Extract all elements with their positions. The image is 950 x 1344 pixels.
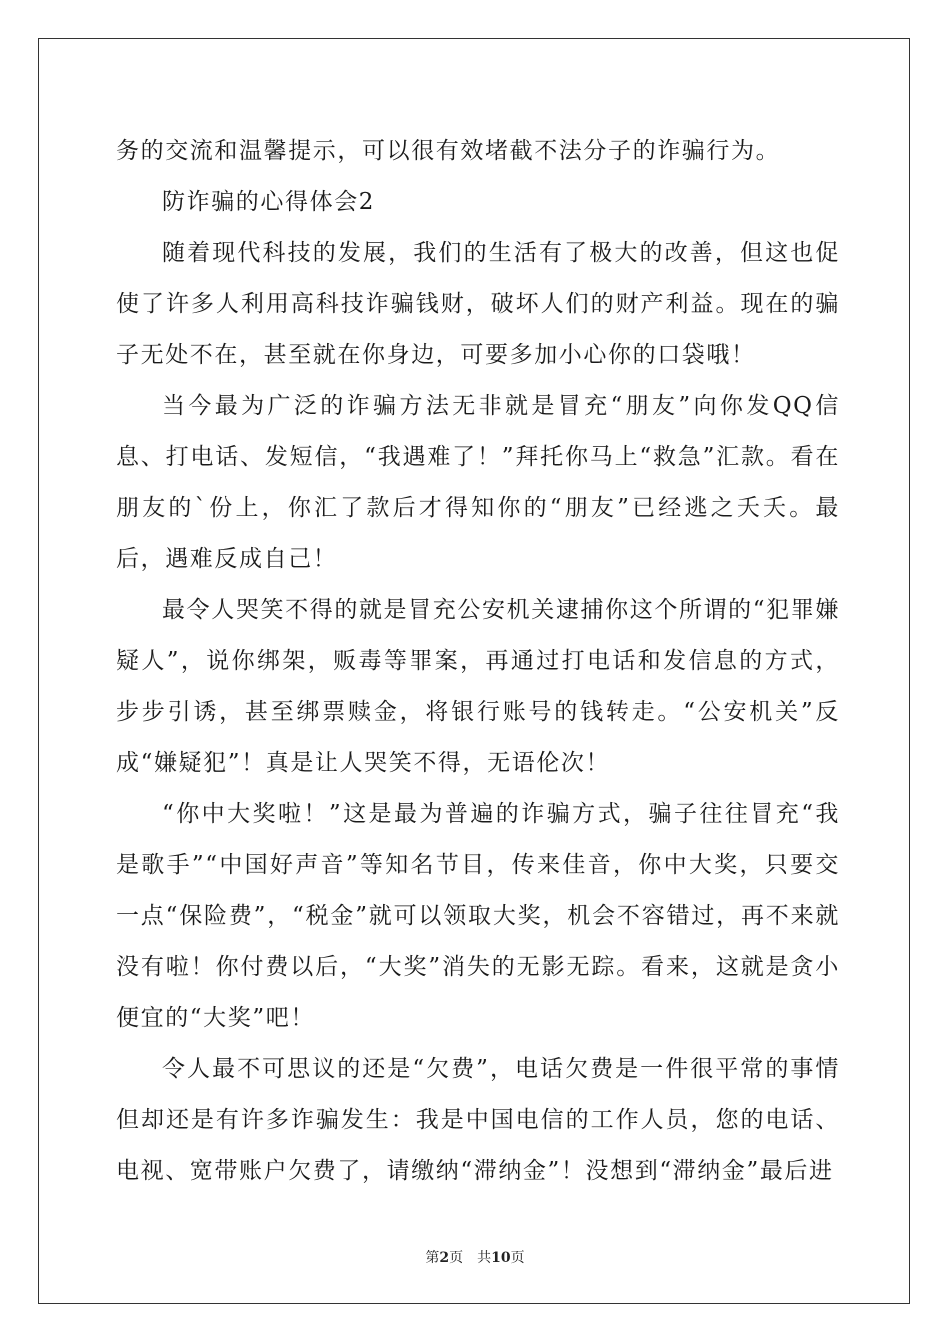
total-suffix: 页 [510,1250,525,1266]
page-indicator [425,1250,463,1266]
paragraph: 当今最为广泛的诈骗方法无非就是冒充“朋友”向你发QQ信息、打电话、发短信，“我遇难了！”拜托你马上“救急”汇款。看在朋友的`份上，你汇了款后才得知你的“朋友”已经逃之夭夭。最后，遇难反成自己！ [116,393,840,572]
paragraph: 最令人哭笑不得的就是冒充公安机关逮捕你这个所谓的“犯罪嫌疑人”，说你绑架，贩毒等罪案，再通过打电话和发信息的方式，步步引诱，甚至绑票赎金，将银行账号的钱转走。“公安机关”反成“嫌疑犯”！真是让人哭笑不得，无语伦次！ [116,597,840,776]
paragraph-continuation: 务的交流和温馨提示，可以很有效堵截不法分子的诈骗行为。 [116,138,781,164]
paragraph: “你中大奖啦！”这是最为普遍的诈骗方式，骗子往往冒充“我是歌手”“中国好声音”等知名节目，传来佳音，你中大奖，只要交一点“保险费”，“税金”就可以领取大奖，机会不容错过，再不来就没有啦！你付费以后，“大奖”消失的无影无踪。看来，这就是贪小便宜的“大奖”吧！ [116,801,840,1031]
section-heading: 防诈骗的心得体会2 [162,189,376,215]
page-number: 2 [439,1250,450,1266]
paragraph: 令人最不可思议的还是“欠费”，电话欠费是一件很平常的事情但却还是有许多诈骗发生：我是中国电信的工作人员，您的电话、电视、宽带账户欠费了，请缴纳“滞纳金”！没想到“滞纳金”最后进 [116,1056,840,1184]
page-suffix: 页 [449,1250,464,1266]
page-prefix: 第 [425,1250,440,1266]
page-footer [0,1248,950,1268]
document-body [116,126,840,1197]
total-number: 10 [491,1250,511,1266]
total-prefix: 共 [477,1250,492,1266]
total-pages [477,1250,524,1266]
paragraph: 随着现代科技的发展，我们的生活有了极大的改善，但这也促使了许多人利用高科技诈骗钱财，破坏人们的财产利益。现在的骗子无处不在，甚至就在你身边，可要多加小心你的口袋哦！ [116,240,840,368]
